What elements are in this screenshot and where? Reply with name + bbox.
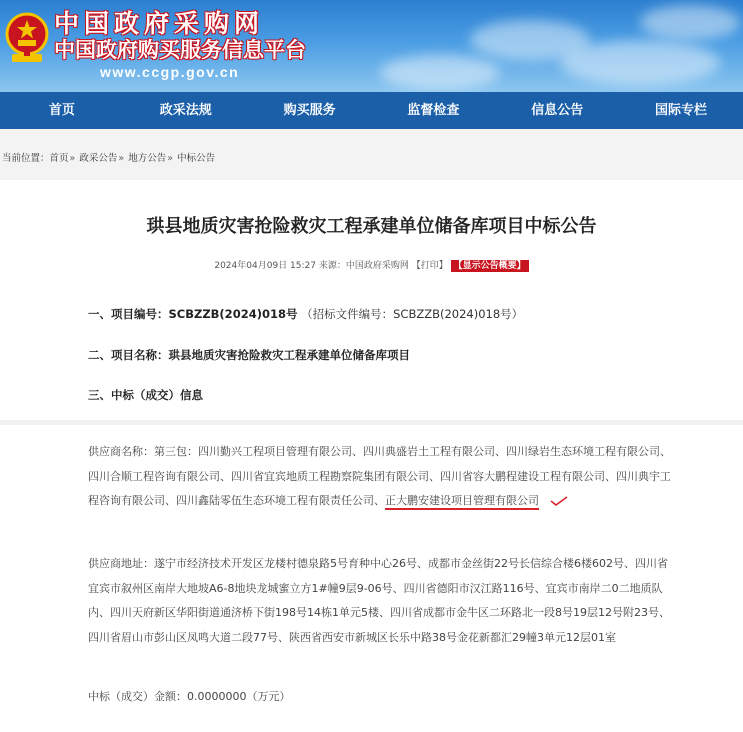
breadcrumb-home[interactable]: 首页 <box>49 153 69 164</box>
section-divider <box>0 420 743 425</box>
cloud-decoration <box>560 40 720 85</box>
breadcrumb <box>2 150 215 164</box>
section-award-info <box>88 387 203 403</box>
print-link[interactable]: 【打印】 <box>411 261 448 271</box>
breadcrumb-award-notices[interactable]: 中标公告 <box>177 153 216 164</box>
breadcrumb-bar <box>0 129 743 180</box>
supplier-names-text: 供应商名称：第三包：四川勤兴工程项目管理有限公司、四川典盛岩土工程有限公司、四川绿岩生态环境工程有限公司、四川合顺工程咨询有限公司、四川省宜宾地质工程勘察院集团有限公司、四川省容大鹏程建设工程有限公司、四川典宇工程咨询有限公司、四川鑫陆零伍生态环境工程有限责任公司、 <box>88 445 671 507</box>
site-url: www.ccgp.gov.cn <box>100 64 240 80</box>
section-project-name <box>88 347 410 363</box>
article-meta <box>0 258 743 271</box>
page-title: 珙县地质灾害抢险救灾工程承建单位储备库项目中标公告 <box>146 216 597 237</box>
nav-item-regulations[interactable]: 政采法规 <box>159 103 212 118</box>
breadcrumb-procurement-notices[interactable]: 政采公告 <box>79 153 118 164</box>
nav-item-home[interactable]: 首页 <box>48 103 75 118</box>
section-label: 一、项目编号： <box>88 307 169 321</box>
nav-item-international[interactable]: 国际专栏 <box>655 103 708 118</box>
checkmark-annotation-icon <box>549 495 569 507</box>
tender-doc-number: （招标文件编号：SCBZZB(2024)018号） <box>301 307 524 321</box>
project-name: 珙县地质灾害抢险救灾工程承建单位储备库项目 <box>168 348 410 362</box>
breadcrumb-separator: » <box>167 153 174 164</box>
award-amount: 中标（成交）金额：0.0000000（万元） <box>88 690 291 703</box>
publish-datetime: 2024年04月09日 15:27 <box>214 261 316 271</box>
main-nav <box>0 92 743 129</box>
section-label: 二、项目名称： <box>88 348 169 362</box>
breadcrumb-separator: » <box>118 153 125 164</box>
cloud-decoration <box>640 5 740 40</box>
site-logo-title[interactable]: 中国政府采购网 <box>54 9 265 38</box>
section-project-number <box>88 306 523 322</box>
nav-item-purchase-services[interactable]: 购买服务 <box>283 103 336 118</box>
publish-source: 来源：中国政府采购网 <box>318 261 409 271</box>
cloud-decoration <box>380 55 500 90</box>
supplier-names <box>88 440 673 514</box>
supplier-address: 供应商地址：遂宁市经济技术开发区龙楼村德泉路5号育种中心26号、成都市金丝街22号长信综合楼6楼602号、四川省宜宾市叙州区南岸大地坡A6-8地块龙城蜜立方1#幢9层9-06号、四川省德阳市汉江路116号、宜宾市南岸二0二地质队内、四川天府新区华阳街道通济桥下街198号14栋1单元5楼、四川省成都市金牛区二环路北一段8号19层12号附23号、四川省眉山市彭山区凤鸣大道二段77号、陕西省西安市新城区长乐中路38号金花新都汇29幢3单元12层01室 <box>88 557 670 644</box>
breadcrumb-local-notices[interactable]: 地方公告 <box>128 153 167 164</box>
highlighted-supplier: 正大鹏安建设项目管理有限公司 <box>385 494 539 510</box>
section-heading: 三、中标（成交）信息 <box>88 388 203 402</box>
header-banner <box>0 0 743 92</box>
nav-item-supervision[interactable]: 监督检查 <box>407 103 460 118</box>
breadcrumb-label: 当前位置： <box>2 153 50 164</box>
show-summary-button[interactable]: 【显示公告概要】 <box>451 260 529 272</box>
breadcrumb-separator: » <box>69 153 76 164</box>
nav-item-announcements[interactable]: 信息公告 <box>531 103 584 118</box>
site-logo-subtitle: 中国政府购买服务信息平台 <box>54 38 306 62</box>
national-emblem-icon <box>4 10 50 66</box>
project-number: SCBZZB(2024)018号 <box>168 307 298 321</box>
